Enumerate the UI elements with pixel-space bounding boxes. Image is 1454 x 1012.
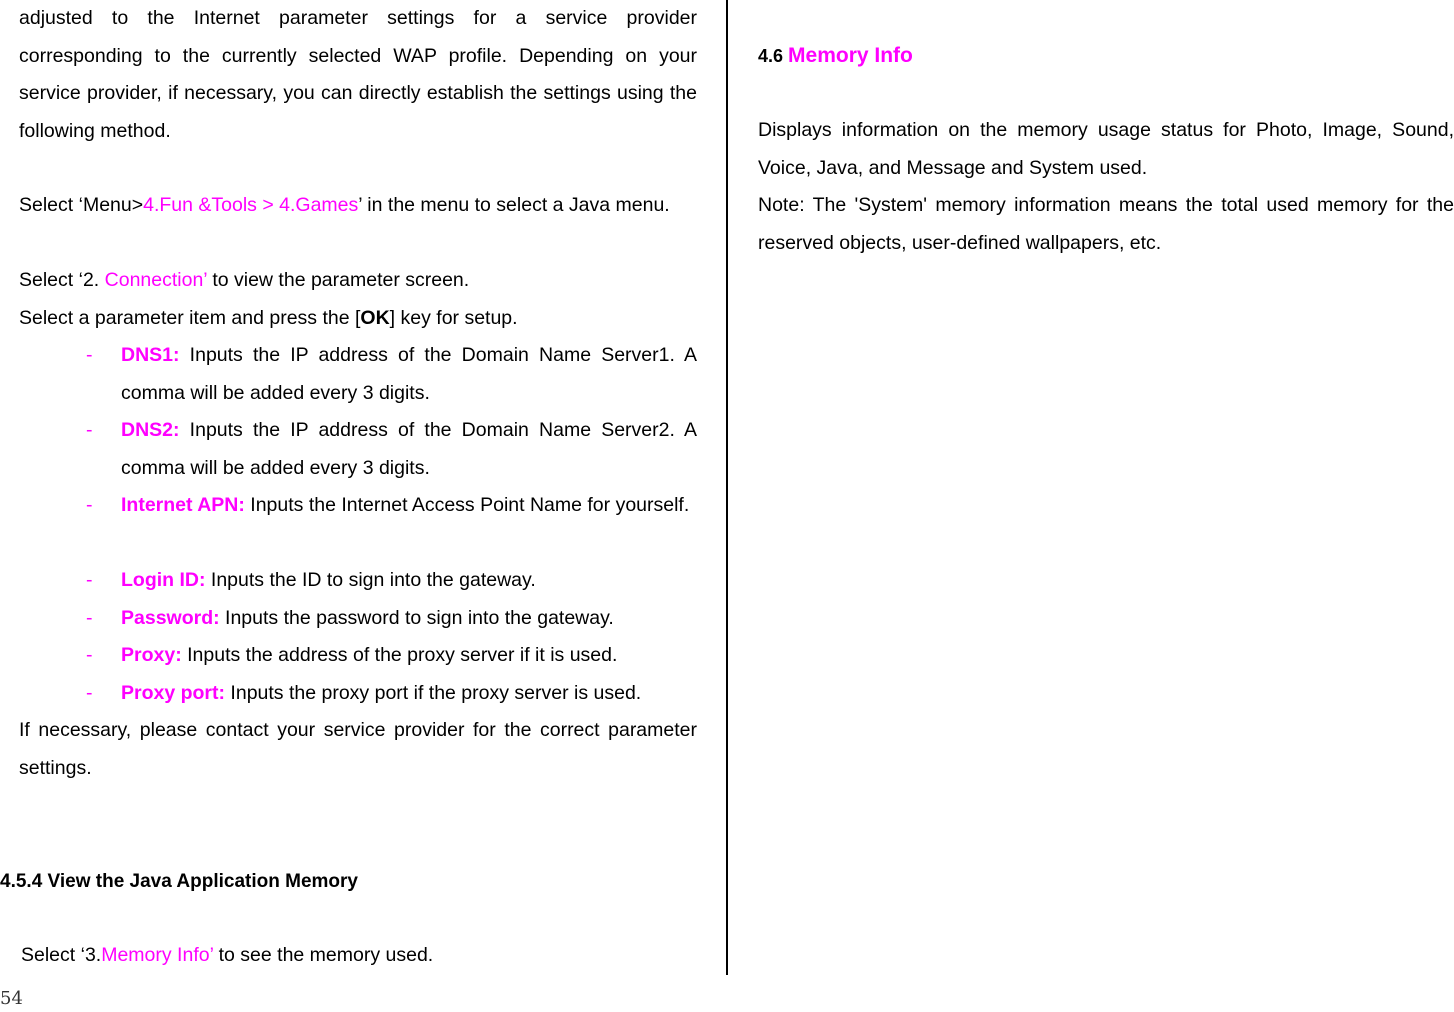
column-divider (726, 0, 728, 975)
page-number: 54 (0, 988, 23, 1009)
step-select-connection: Select ‘2. Connection’ to view the parameter screen. (19, 269, 470, 291)
section-heading: 4.5.4 View the Java Application Memory (0, 871, 358, 892)
step-press-ok: Select a parameter item and press the [OK] key for setup. (19, 307, 518, 329)
list-item-internet-apn: - Internet APN: Inputs the Internet Access Point Name for yourself. (86, 494, 690, 516)
closing-paragraph: If necessary, please contact your service provider for the correct parameter settings. (19, 719, 697, 779)
list-item-dns1: - DNS1: Inputs the IP address of the Domain Name Server1. A comma will be added every 3 digits. (86, 344, 697, 404)
list-item-login-id: - Login ID: Inputs the ID to sign into the gateway. (86, 569, 536, 591)
bullet-label: Proxy port: (121, 682, 226, 704)
right-column (758, 0, 1454, 980)
step-select-menu: Select ‘Menu>4.Fun &Tools > 4.Games’ in the menu to select a Java menu. (19, 194, 670, 216)
bullet-label: Internet APN: (121, 494, 245, 516)
list-item-password: - Password: Inputs the password to sign into the gateway. (86, 607, 614, 629)
list-item-proxy: - Proxy: Inputs the address of the proxy server if it is used. (86, 644, 618, 666)
bullet-label: DNS2: (121, 419, 180, 441)
description-paragraph: Displays information on the memory usage status for Photo, Image, Sound, Voice, Java, and Message and System used. (758, 119, 1454, 179)
bullet-label: Login ID: (121, 569, 206, 591)
section-title: 4.6 Memory Info (758, 44, 913, 67)
list-item-dns2: - DNS2: Inputs the IP address of the Domain Name Server2. A comma will be added every 3 digits. (86, 419, 697, 479)
section-title-text: Memory Info (788, 44, 913, 67)
step-select-memory-info: Select ‘3.Memory Info’ to see the memory used. (21, 944, 434, 966)
bullet-label: Proxy: (121, 644, 182, 666)
memory-info-option: Memory Info’ (101, 944, 214, 966)
note-paragraph: Note: The 'System' memory information means the total used memory for the reserved objects, user-defined wallpapers, etc. (758, 194, 1454, 254)
connection-option: Connection’ (104, 269, 207, 291)
left-column (0, 0, 697, 980)
ok-key-label: OK (360, 307, 390, 329)
intro-paragraph: adjusted to the Internet parameter settings for a service provider corresponding to the currently selected WAP profile. Depending on your service provider, if necessary, you can directly establish the settings using the following method. (19, 7, 697, 142)
menu-path: 4.Fun &Tools > 4.Games (143, 194, 359, 216)
bullet-label: Password: (121, 607, 220, 629)
list-item-proxy-port: - Proxy port: Inputs the proxy port if the proxy server is used. (86, 682, 642, 704)
bullet-label: DNS1: (121, 344, 180, 366)
